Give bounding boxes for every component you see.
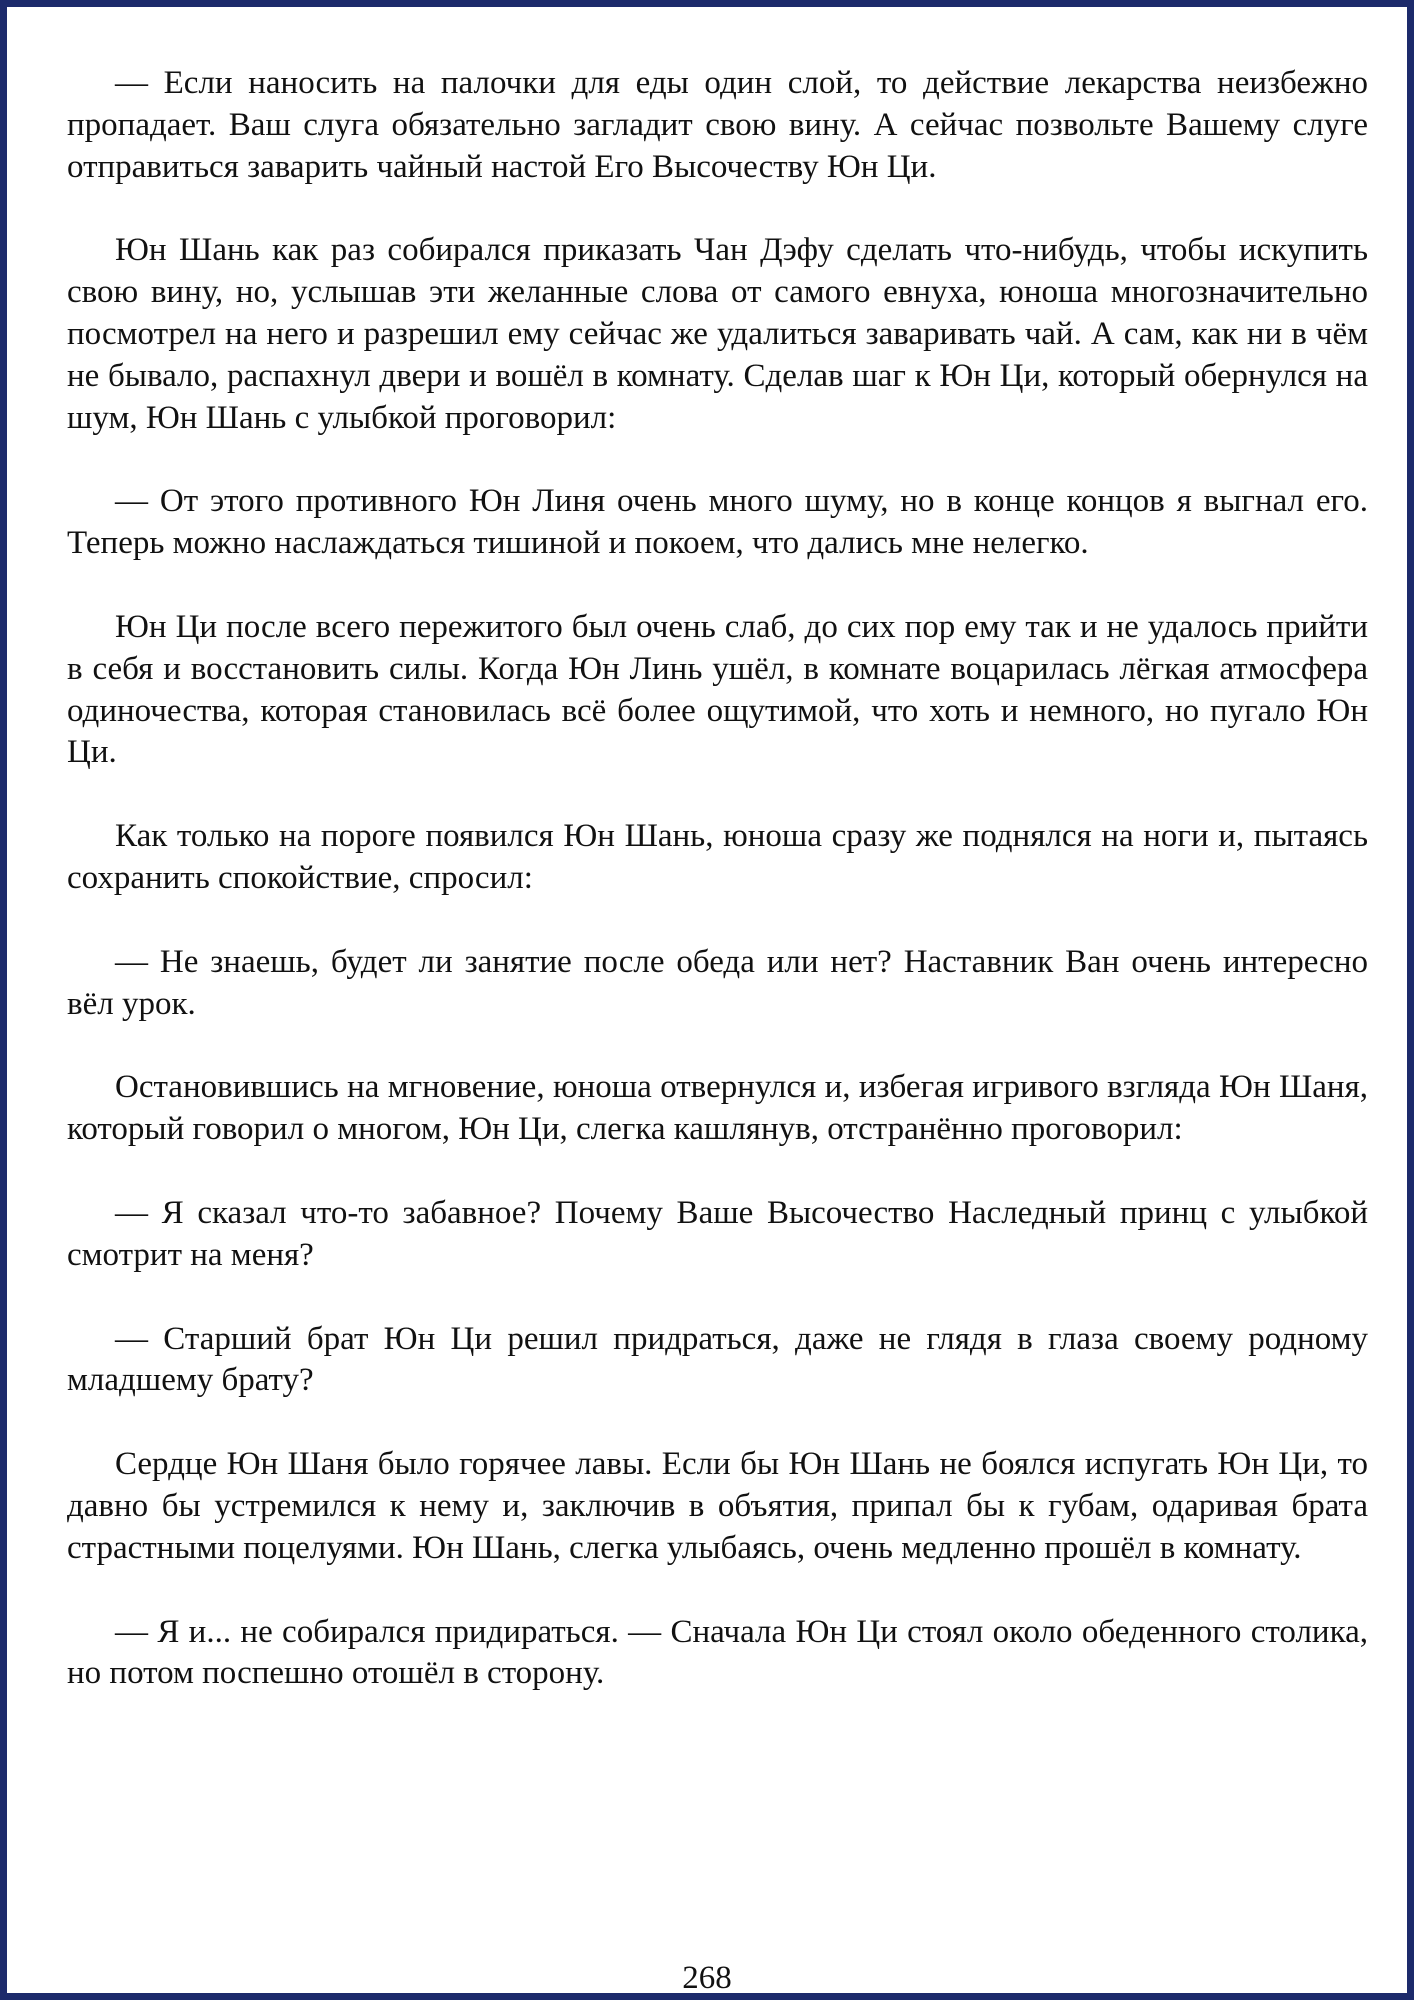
paragraph-4: Юн Ци после всего пережитого был очень слаб, до сих пор ему так и не удалось прийти в себя и восстановить силы. Когда Юн Линь ушёл, в комнате воцарилась лёгкая атмосфера одиночества, которая становилась всё более ощутимой, что хоть и немного, но пугало Юн Ци. <box>67 608 1368 771</box>
page-text <box>67 63 1368 1737</box>
paragraph-6: — Не знаешь, будет ли занятие после обеда или нет? Наставник Ван очень интересно вёл урок. <box>67 943 1368 1022</box>
paragraph-1: — Если наносить на палочки для еды один слой, то действие лекарства неизбежно пропадает. Ваш слуга обязательно загладит свою вину. А сейчас позвольте Вашему слуге отправиться заварить чайный настой Его Высочеству Юн Ци. <box>67 65 1368 185</box>
paragraph-11: — Я и... не собирался придираться. — Сначала Юн Ци стоял около обеденного столика, но потом поспешно отошёл в сторону. <box>67 1613 1368 1692</box>
paragraph-9: — Старший брат Юн Ци решил придраться, даже не глядя в глаза своему родному младшему брату? <box>67 1320 1368 1399</box>
paragraph-3: — От этого противного Юн Линя очень много шуму, но в конце концов я выгнал его. Теперь можно наслаждаться тишиной и покоем, что дались мне нелегко. <box>67 483 1368 562</box>
page-number: 268 <box>682 1960 732 1996</box>
paragraph-8: — Я сказал что-то забавное? Почему Ваше Высочество Наследный принц с улыбкой смотрит на меня? <box>67 1194 1368 1273</box>
paragraph-5: Как только на пороге появился Юн Шань, юноша сразу же поднялся на ноги и, пытаясь сохранить спокойствие, спросил: <box>67 818 1368 896</box>
paragraph-7: Остановившись на мгновение, юноша отвернулся и, избегая игривого взгляда Юн Шаня, который говорил о многом, Юн Ци, слегка кашлянув, отстранённо проговорил: <box>67 1069 1368 1148</box>
paragraph-2: Юн Шань как раз собирался приказать Чан Дэфу сделать что-нибудь, чтобы искупить свою вину, но, услышав эти желанные слова от самого евнуха, юноша многозначительно посмотрел на него и разрешил ему сейчас же удалиться заваривать чай. А сам, как ни в чём не бывало, распахнул двери и вошёл в комнату. Сделав шаг к Юн Ци, который обернулся на шум, Юн Шань с улыбкой проговорил: <box>67 232 1368 436</box>
paragraph-10: Сердце Юн Шаня было горячее лавы. Если бы Юн Шань не боялся испугать Юн Ци, то давно бы устремился к нему и, заключив в объятия, припал бы к губам, одаривая брата страстными поцелуями. Юн Шань, слегка улыбаясь, очень медленно прошёл в комнату. <box>67 1446 1368 1566</box>
